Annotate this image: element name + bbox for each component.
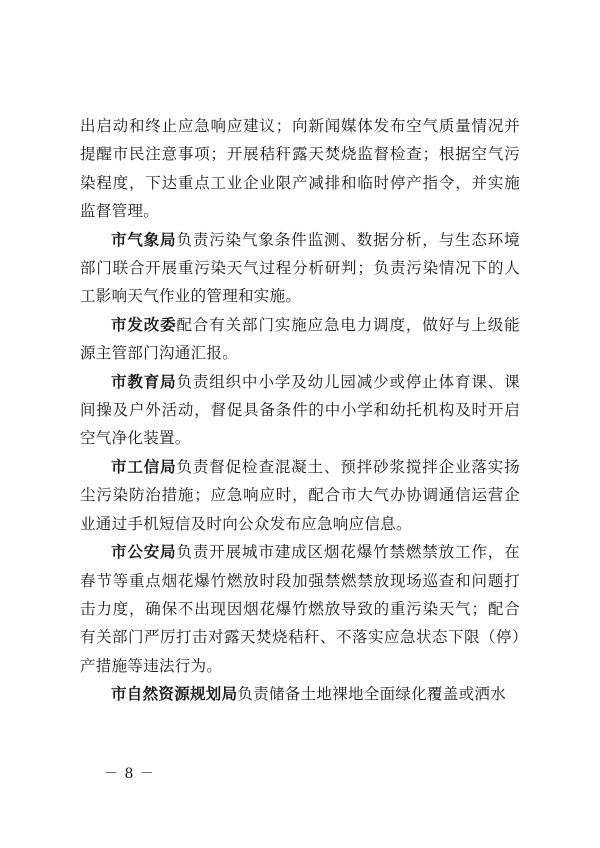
duty-text: 负责组织中小学及幼儿园减少或停止体育课、课间操及户外活动，督促具备条件的中小学和幼托机构及时开启空气净化装置。: [80, 372, 520, 448]
agency-name: 市自然资源规划局: [111, 684, 238, 704]
duty-paragraph-meteorology: [80, 226, 520, 311]
agency-name: 市教育局: [111, 371, 177, 391]
duty-paragraph-development-reform: [80, 311, 520, 368]
agency-name: 市公安局: [111, 542, 177, 562]
agency-name: 市气象局: [111, 229, 177, 249]
document-body: [80, 112, 520, 709]
duty-text: 负责储备土地裸地全面绿化覆盖或洒水: [237, 685, 507, 704]
duty-text: 负责开展城市建成区烟花爆竹禁燃禁放工作，在春节等重点烟花爆竹燃放时段加强禁燃禁放现场巡查和问题打击力度，确保不出现因烟花爆竹燃放导致的重污染天气；配合有关部门严厉打击对露天焚烧秸秆、不落实应急状态下限（停）产措施等违法行为。: [80, 543, 520, 675]
duty-paragraph-industry-it: [80, 453, 520, 538]
continuation-paragraph: 出启动和终止应急响应建议；向新闻媒体发布空气质量情况并提醒市民注意事项；开展秸秆露天焚烧监督检查；根据空气污染程度，下达重点工业企业限产减排和临时停产指令，并实施监督管理。: [80, 117, 520, 221]
duty-paragraph-natural-resources: [80, 680, 520, 708]
page-number: － 8 －: [104, 766, 155, 782]
duty-text: 负责督促检查混凝土、预拌砂浆搅拌企业落实扬尘污染防治措施；应急响应时，配合市大气办协调通信运营企业通过手机短信及时向公众发布应急响应信息。: [80, 457, 520, 533]
duty-text: 负责污染气象条件监测、数据分析，与生态环境部门联合开展重污染天气过程分析研判；负责污染情况下的人工影响天气作业的管理和实施。: [80, 230, 520, 306]
agency-name: 市工信局: [111, 456, 177, 476]
agency-name: 市发改委: [111, 314, 177, 334]
duty-paragraph-education: [80, 368, 520, 453]
duty-text: 配合有关部门实施应急电力调度，做好与上级能源主管部门沟通汇报。: [80, 315, 520, 363]
duty-paragraph-public-security: [80, 538, 520, 680]
